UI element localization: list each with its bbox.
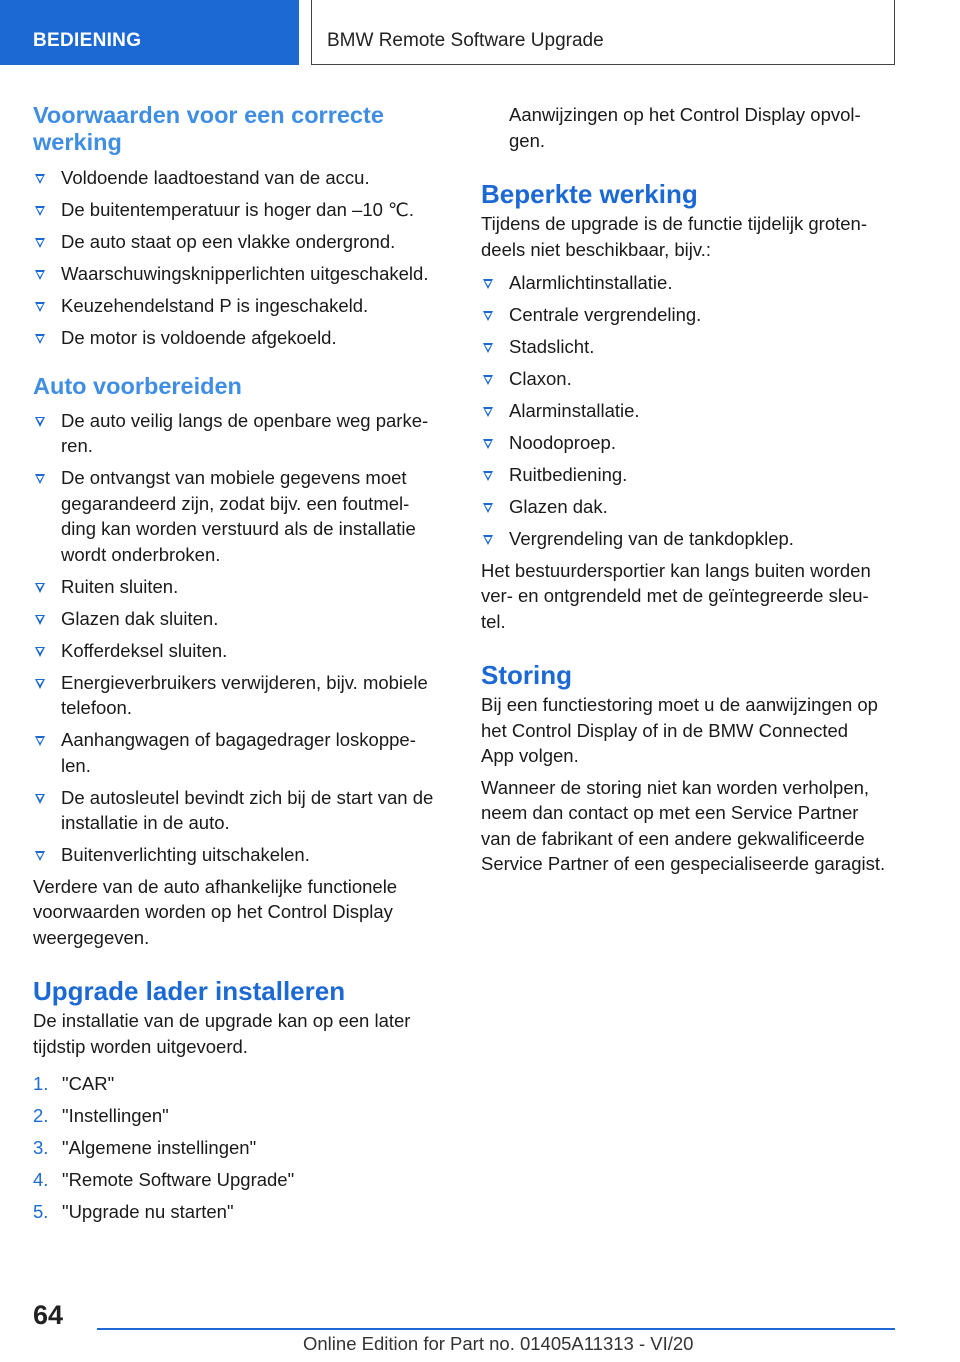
edition-text: Online Edition for Part no. 01405A11313 - VI/20 bbox=[303, 1333, 694, 1354]
right-column bbox=[481, 102, 895, 877]
heading-conditions: Voorwaarden voor een correcte werking bbox=[33, 102, 384, 155]
conditions-list bbox=[33, 165, 447, 351]
triangle-bullet-icon bbox=[35, 736, 45, 746]
list-item: Waarschuwingsknipperlichten uitgeschakeld. bbox=[33, 261, 447, 287]
list-item: De autosleutel bevindt zich bij de start van de installatie in de auto. bbox=[33, 785, 447, 836]
footer-divider bbox=[97, 1328, 895, 1330]
triangle-bullet-icon bbox=[35, 794, 45, 804]
list-item: Vergrendeling van de tankdopklep. bbox=[481, 526, 895, 552]
limited-note: Het bestuurdersportier kan langs buiten worden ver- en ontgrendeld met de geïntegreerde sleu- tel. bbox=[481, 559, 871, 632]
step-number: 1. bbox=[33, 1073, 49, 1094]
triangle-bullet-icon bbox=[35, 206, 45, 216]
triangle-bullet-icon bbox=[35, 174, 45, 184]
triangle-bullet-icon bbox=[35, 417, 45, 427]
step-item: 4. "Remote Software Upgrade" bbox=[33, 1167, 447, 1193]
triangle-bullet-icon bbox=[35, 583, 45, 593]
list-item: De motor is voldoende afgekoeld. bbox=[33, 325, 447, 351]
triangle-bullet-icon bbox=[483, 343, 493, 353]
list-item: Voldoende laadtoestand van de accu. bbox=[33, 165, 447, 191]
install-intro: De installatie van de upgrade kan op een later tijdstip worden uitgevoerd. bbox=[33, 1010, 411, 1057]
list-item: Alarmlichtinstallatie. bbox=[481, 270, 895, 296]
page-number: 64 bbox=[33, 1300, 64, 1330]
list-item: De buitentemperatuur is hoger dan ‒10 ℃. bbox=[33, 197, 447, 223]
list-item: Kofferdeksel sluiten. bbox=[33, 638, 447, 664]
section-label: BEDIENING bbox=[0, 0, 299, 65]
triangle-bullet-icon bbox=[483, 503, 493, 513]
list-item: Glazen dak sluiten. bbox=[33, 606, 447, 632]
list-item: Glazen dak. bbox=[481, 494, 895, 520]
install-steps bbox=[33, 1071, 447, 1225]
fault-paragraph-1: Bij een functiestoring moet u de aanwijzingen op het Control Display of in de BMW Connected App volgen. bbox=[481, 694, 878, 766]
triangle-bullet-icon bbox=[483, 535, 493, 545]
triangle-bullet-icon bbox=[483, 279, 493, 289]
limited-intro: Tijdens de upgrade is de functie tijdelijk groten- deels niet beschikbaar, bijv.: bbox=[481, 213, 867, 260]
step-item: 2. "Instellingen" bbox=[33, 1103, 447, 1129]
list-item: Claxon. bbox=[481, 366, 895, 392]
triangle-bullet-icon bbox=[35, 851, 45, 861]
step-item: 1. "CAR" bbox=[33, 1071, 447, 1097]
continued-step: Aanwijzingen op het Control Display opvol- gen. bbox=[509, 104, 861, 151]
fault-paragraph-2: Wanneer de storing niet kan worden verholpen, neem dan contact op met een Service Partner van de fabrikant of een andere gekwalificeerde Service Partner of een gespecialiseerde garagist. bbox=[481, 776, 886, 874]
list-item: Noodoproep. bbox=[481, 430, 895, 456]
limited-list bbox=[481, 270, 895, 552]
triangle-bullet-icon bbox=[35, 647, 45, 657]
list-item: Aanhangwagen of bagagedrager loskoppe- len. bbox=[33, 727, 447, 778]
step-number: 4. bbox=[33, 1169, 49, 1190]
list-item: Ruiten sluiten. bbox=[33, 574, 447, 600]
step-number: 5. bbox=[33, 1201, 49, 1222]
list-item: De auto veilig langs de openbare weg parke- ren. bbox=[33, 408, 447, 459]
triangle-bullet-icon bbox=[483, 375, 493, 385]
prepare-list bbox=[33, 408, 447, 868]
step-number: 3. bbox=[33, 1137, 49, 1158]
triangle-bullet-icon bbox=[35, 679, 45, 689]
heading-limited: Beperkte werking bbox=[481, 179, 698, 209]
triangle-bullet-icon bbox=[483, 311, 493, 321]
heading-install: Upgrade lader installeren bbox=[33, 976, 346, 1006]
prepare-note: Verdere van de auto afhankelijke functionele voorwaarden worden op het Control Display weergegeven. bbox=[33, 875, 398, 948]
triangle-bullet-icon bbox=[483, 439, 493, 449]
list-item: Buitenverlichting uitschakelen. bbox=[33, 842, 447, 868]
list-item: Energieverbruikers verwijderen, bijv. mobiele telefoon. bbox=[33, 670, 447, 721]
list-item: Stadslicht. bbox=[481, 334, 895, 360]
step-item: 3. "Algemene instellingen" bbox=[33, 1135, 447, 1161]
triangle-bullet-icon bbox=[483, 407, 493, 417]
list-item: De ontvangst van mobiele gegevens moet gegarandeerd zijn, zodat bijv. een foutmel- ding kan worden verstuurd als de installatie wordt onderbroken. bbox=[33, 465, 447, 567]
list-item: De auto staat op een vlakke ondergrond. bbox=[33, 229, 447, 255]
triangle-bullet-icon bbox=[35, 615, 45, 625]
triangle-bullet-icon bbox=[35, 270, 45, 280]
left-column bbox=[33, 102, 447, 1225]
list-item: Centrale vergrendeling. bbox=[481, 302, 895, 328]
page-header bbox=[0, 0, 960, 66]
list-item: Keuzehendelstand P is ingeschakeld. bbox=[33, 293, 447, 319]
triangle-bullet-icon bbox=[483, 471, 493, 481]
chapter-title: BMW Remote Software Upgrade bbox=[311, 0, 895, 65]
heading-fault: Storing bbox=[481, 660, 572, 690]
list-item: Alarminstallatie. bbox=[481, 398, 895, 424]
triangle-bullet-icon bbox=[35, 238, 45, 248]
list-item: Ruitbediening. bbox=[481, 462, 895, 488]
triangle-bullet-icon bbox=[35, 474, 45, 484]
step-item: 5. "Upgrade nu starten" bbox=[33, 1199, 447, 1225]
step-number: 2. bbox=[33, 1105, 49, 1126]
heading-prepare: Auto voorbereiden bbox=[33, 372, 242, 399]
triangle-bullet-icon bbox=[35, 302, 45, 312]
triangle-bullet-icon bbox=[35, 334, 45, 344]
